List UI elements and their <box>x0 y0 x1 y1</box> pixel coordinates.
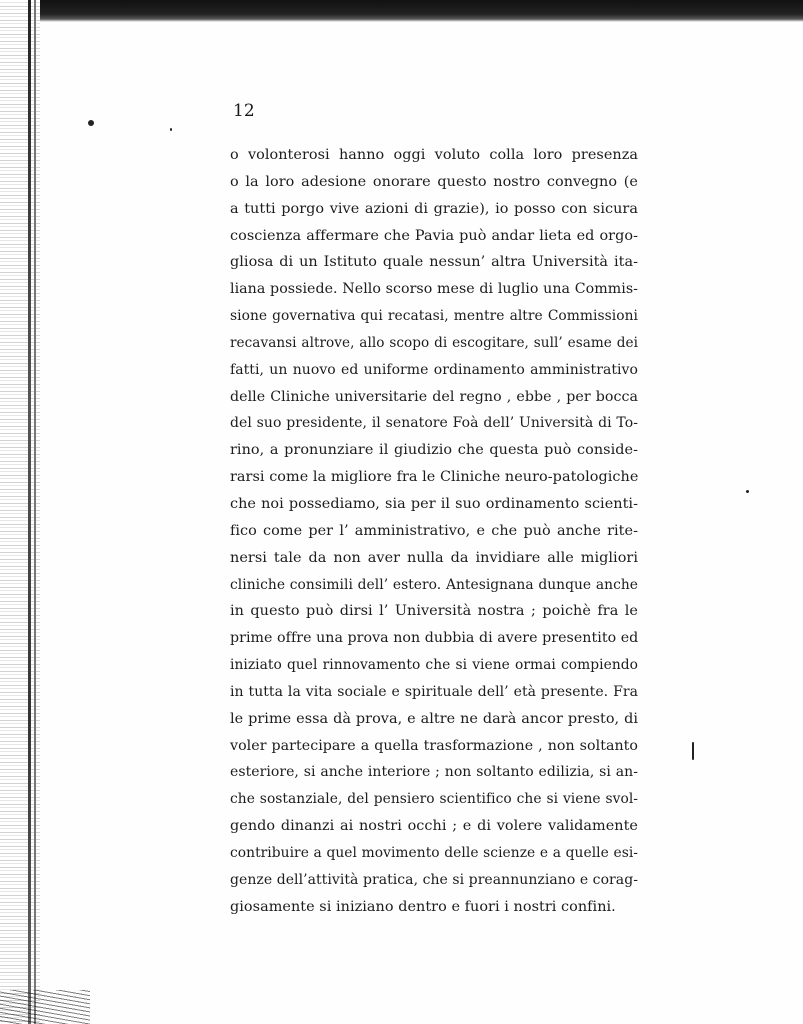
text-line: giosamente si iniziano dentro e fuori i nostri confini. <box>230 898 616 915</box>
text-line: che sostanziale, del pensiero scientifico che si viene svol- <box>230 791 638 808</box>
ink-speck <box>746 490 749 493</box>
text-line: a tutti porgo vive azioni di grazie), io posso con sicura <box>230 200 638 217</box>
text-line: iniziato quel rinnovamento che si viene ormai compiendo <box>230 657 638 674</box>
text-line: sione governativa qui recatasi, mentre altre Commissioni <box>230 308 638 325</box>
text-line: gendo dinanzi ai nostri occhi ; e di volere validamente <box>230 818 638 835</box>
text-line: esteriore, si anche interiore ; non soltanto edilizia, si an- <box>230 764 638 781</box>
page-number: 12 <box>233 101 255 121</box>
text-line: o volonterosi hanno oggi voluto colla loro presenza <box>230 147 638 163</box>
ink-speck <box>170 128 172 131</box>
text-line: che noi possediamo, sia per il suo ordinamento scienti- <box>230 495 638 512</box>
text-line: genze dell’attività pratica, che si preannunziano e corag- <box>230 871 638 888</box>
ink-speck <box>692 742 694 760</box>
text-line: fatti, un nuovo ed uniforme ordinamento amministrativo <box>230 361 638 378</box>
text-line: rino, a pronunziare il giudizio che questa può conside- <box>230 442 638 459</box>
text-line: gliosa di un Istituto quale nessun’ altra Università ita- <box>230 254 638 271</box>
text-line: del suo presidente, il senatore Foà dell’ Università di To- <box>230 415 638 432</box>
text-line: recavansi altrove, allo scopo di escogitare, sull’ esame dei <box>230 334 638 351</box>
binding-line-thin <box>34 0 36 1024</box>
text-line: delle Cliniche universitarie del regno , ebbe , per bocca <box>230 388 638 405</box>
text-line: voler partecipare a quella trasformazione , non soltanto <box>230 737 638 754</box>
text-line: in questo può dirsi l’ Università nostra ; poichè fra le <box>230 603 638 620</box>
text-line: contribuire a quel movimento delle scienze e a quelle esi- <box>230 844 638 861</box>
scan-scuff <box>0 990 90 1024</box>
ink-speck <box>88 120 94 126</box>
text-line: cliniche consimili dell’ estero. Antesignana dunque anche <box>230 576 638 593</box>
text-line: prime offre una prova non dubbia di avere presentito ed <box>230 630 639 647</box>
text-line: nersi tale da non aver nulla da invidiare alle migliori <box>230 549 638 566</box>
text-line: in tutta la vita sociale e spirituale dell’ età presente. Fra <box>230 683 638 700</box>
text-line: liana possiede. Nello scorso mese di luglio una Commis- <box>230 281 638 298</box>
scan-top-shadow <box>40 0 803 22</box>
text-line: fico come per l’ amministrativo, e che può anche rite- <box>230 522 638 539</box>
text-line: rarsi come la migliore fra le Cliniche neuro-patologiche <box>230 469 639 486</box>
text-line: coscienza affermare che Pavia può andar lieta ed orgo- <box>230 227 638 244</box>
text-line: o la loro adesione onorare questo nostro convegno (e <box>230 173 638 190</box>
text-line: le prime essa dà prova, e altre ne darà ancor presto, di <box>230 710 638 727</box>
body-text <box>230 142 638 920</box>
binding-line <box>28 0 31 1024</box>
